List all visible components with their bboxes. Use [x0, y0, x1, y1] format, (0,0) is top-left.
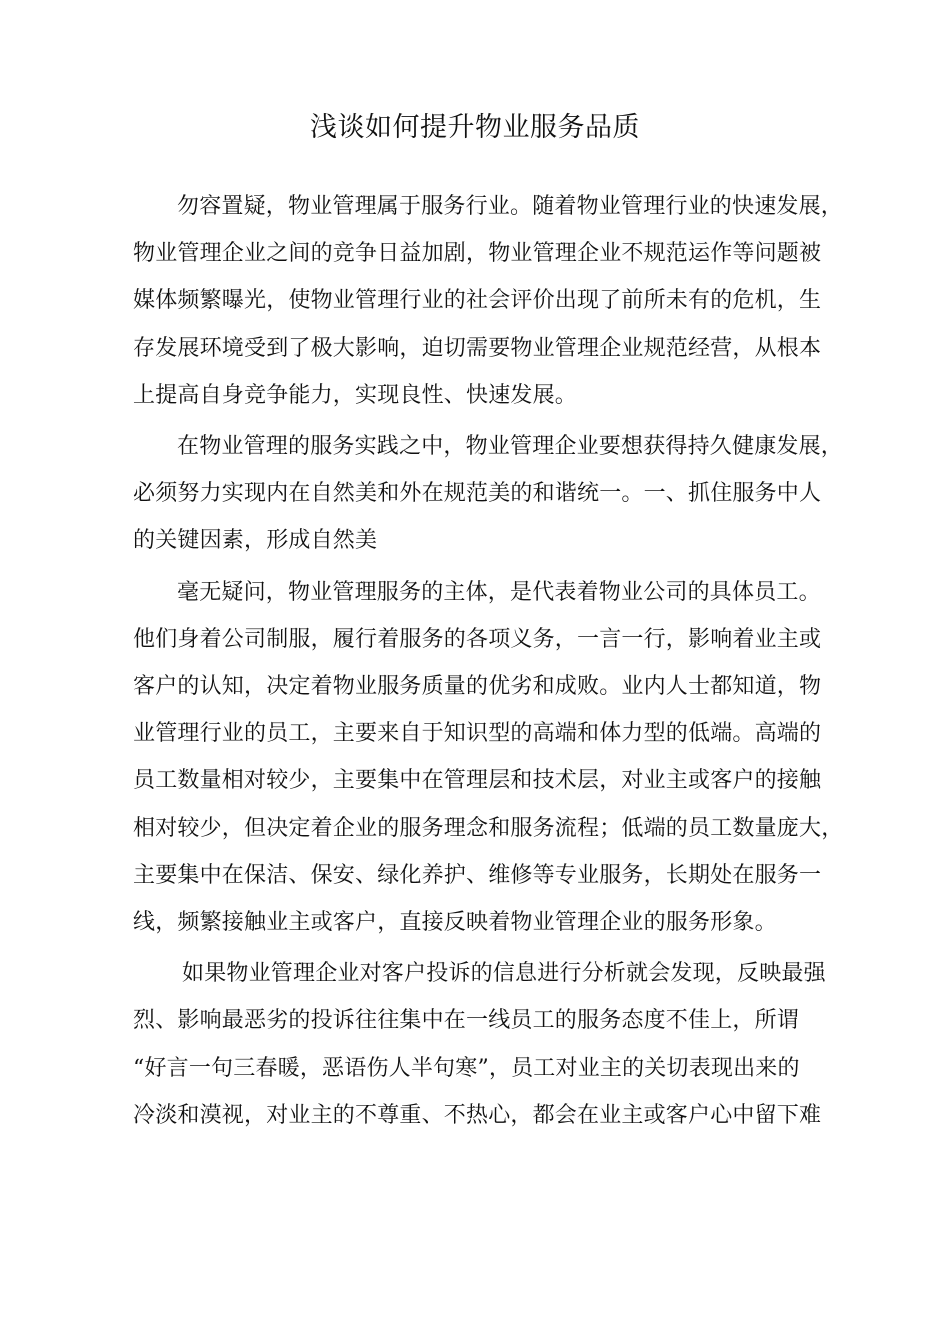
paragraph-line: 在物业管理的服务实践之中，物业管理企业要想获得持久健康发展， [177, 434, 844, 460]
paragraph-4 [133, 950, 833, 1139]
paragraph-line: 如果物业管理企业对客户投诉的信息进行分析就会发现，反映最强 [182, 961, 826, 987]
paragraph-line: 存发展环境受到了极大影响，迫切需要物业管理企业规范经营，从根本 [133, 335, 822, 361]
paragraph-line: 毫无疑问，物业管理服务的主体，是代表着物业公司的具体员工。 [177, 579, 821, 605]
document-title: 浅谈如何提升物业服务品质 [310, 112, 640, 143]
paragraph-line: 线，频繁接触业主或客户，直接反映着物业管理企业的服务形象。 [133, 910, 777, 936]
paragraph-line: 必须努力实现内在自然美和外在规范美的和谐统一。一、抓住服务中人 [133, 481, 822, 507]
paragraph-line: 的关键因素，形成自然美 [133, 528, 378, 554]
paragraph-line: 相对较少，但决定着企业的服务理念和服务流程；低端的员工数量庞大， [133, 815, 844, 841]
paragraph-line: 勿容置疑，物业管理属于服务行业。随着物业管理行业的快速发展， [177, 194, 844, 219]
paragraph-line: 他们身着公司制服，履行着服务的各项义务，一言一行，影响着业主或 [133, 626, 822, 652]
paragraph-line: 上提高自身竞争能力，实现良性、快速发展。 [133, 382, 578, 408]
document-body [133, 183, 844, 1143]
paragraph-1 [133, 183, 844, 419]
paragraph-line: 媒体频繁曝光，使物业管理行业的社会评价出现了前所未有的危机，生 [133, 288, 822, 314]
paragraph-line: 客户的认知，决定着物业服务质量的优劣和成败。业内人士都知道，物 [133, 674, 822, 700]
paragraph-line: 员工数量相对较少，主要集中在管理层和技术层，对业主或客户的接触 [133, 768, 822, 794]
paragraph-line: 主要集中在保洁、保安、绿化养护、维修等专业服务，长期处在服务一 [133, 862, 822, 888]
paragraph-line: 物业管理企业之间的竞争日益加剧，物业管理企业不规范运作等问题被 [133, 241, 822, 267]
paragraph-line: 业管理行业的员工，主要来自于知识型的高端和体力型的低端。高端的 [133, 721, 822, 747]
paragraph-line: 烈、影响最恶劣的投诉往往集中在一线员工的服务态度不佳上，所谓 [133, 1008, 800, 1034]
paragraph-3 [133, 569, 844, 947]
paragraph-line: 冷淡和漠视，对业主的不尊重、不热心，都会在业主或客户心中留下难 [133, 1102, 822, 1128]
paragraph-line: “好言一句三春暖，恶语伤人半句寒”，员工对业主的关切表现出来的 [133, 1055, 800, 1081]
paragraph-2 [133, 423, 844, 565]
